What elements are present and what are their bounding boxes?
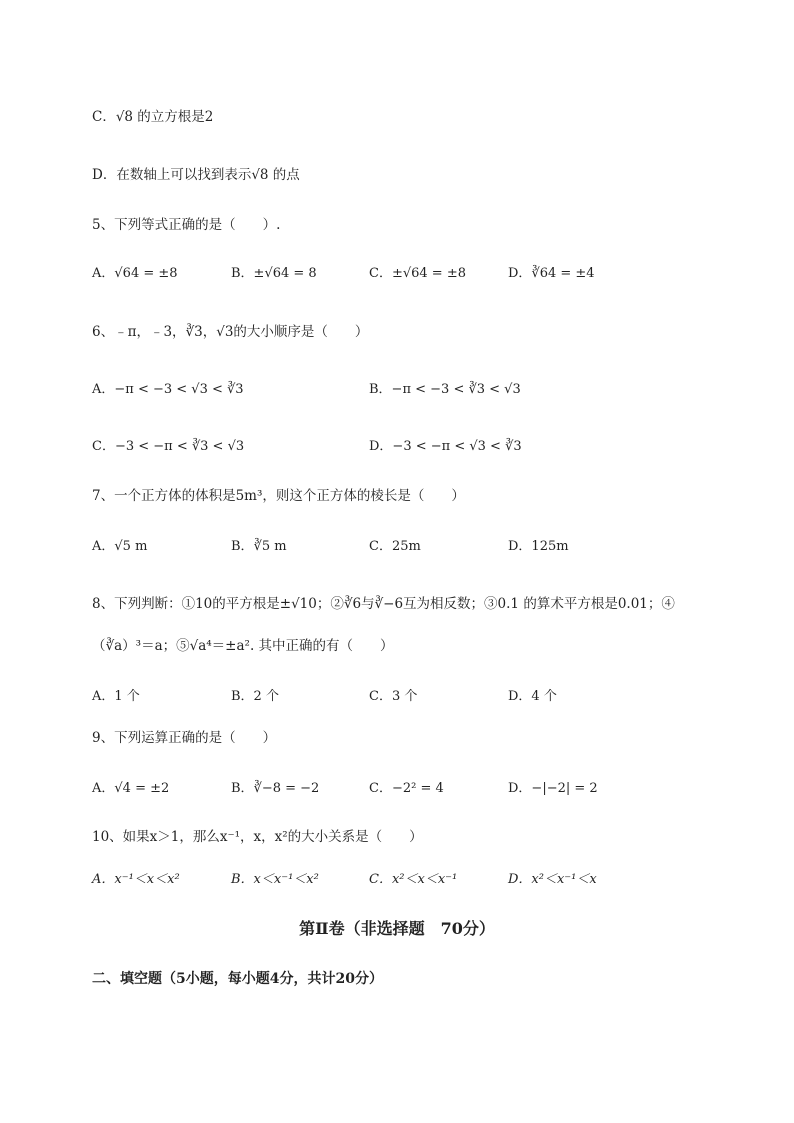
question-9: 9、下列运算正确的是（ ） bbox=[92, 730, 277, 746]
question-10: 10、如果x＞1，那么x⁻¹，x，x²的大小关系是（ ） bbox=[92, 829, 423, 845]
part-two-title: 第Ⅱ卷（非选择题 70分） bbox=[299, 919, 495, 938]
q10-option-b: B．x＜x⁻¹＜x² bbox=[231, 872, 319, 887]
q6-option-a: A．−π < −3 < √3 < ∛3 bbox=[92, 382, 244, 397]
q9-option-c: C．−2² = 4 bbox=[369, 781, 444, 796]
q6-option-d: D．−3 < −π < √3 < ∛3 bbox=[369, 439, 522, 454]
q8-option-c: C．3 个 bbox=[369, 689, 418, 704]
section-fill-in-blank-heading: 二、填空题（5小题，每小题4分，共计20分） bbox=[92, 971, 383, 987]
q10-option-a: A．x⁻¹＜x＜x² bbox=[92, 872, 180, 887]
q10-option-d: D．x²＜x⁻¹＜x bbox=[508, 872, 597, 887]
question-7: 7、一个正方体的体积是5m³，则这个正方体的棱长是（ ） bbox=[92, 488, 465, 504]
question-4-option-d: D．在数轴上可以找到表示√8 的点 bbox=[92, 167, 300, 183]
question-4-option-c: C．√8 的立方根是2 bbox=[92, 109, 214, 125]
q8-option-b: B．2 个 bbox=[231, 689, 279, 704]
q9-option-b: B．∛−8 = −2 bbox=[231, 781, 320, 796]
q5-option-d: D．∛64 = ±4 bbox=[508, 266, 595, 281]
q7-option-d: D．125m bbox=[508, 539, 569, 554]
q8-option-d: D．4 个 bbox=[508, 689, 557, 704]
q7-option-b: B．∛5 m bbox=[231, 539, 287, 554]
question-6: 6、﹣π，﹣3，∛3，√3的大小顺序是（ ） bbox=[92, 324, 369, 340]
q6-option-b: B．−π < −3 < ∛3 < √3 bbox=[369, 382, 521, 397]
q10-option-c: C．x²＜x＜x⁻¹ bbox=[369, 872, 458, 887]
q5-option-c: C．±√64 = ±8 bbox=[369, 266, 466, 281]
question-5: 5、下列等式正确的是（ ）. bbox=[92, 217, 281, 233]
q6-option-c: C．−3 < −π < ∛3 < √3 bbox=[92, 439, 245, 454]
q7-option-c: C．25m bbox=[369, 539, 421, 554]
question-8-line-1: 8、下列判断：①10的平方根是±√10；②∛6与∛−6互为相反数；③0.1 的算术平方根是0.01；④ bbox=[92, 596, 675, 612]
q9-option-d: D．−|−2| = 2 bbox=[508, 781, 598, 796]
q5-option-b: B．±√64 = 8 bbox=[231, 266, 317, 281]
q7-option-a: A．√5 m bbox=[92, 539, 148, 554]
q8-option-a: A．1 个 bbox=[92, 689, 140, 704]
q5-option-a: A．√64 = ±8 bbox=[92, 266, 178, 281]
q9-option-a: A．√4 = ±2 bbox=[92, 781, 170, 796]
question-8-line-2: （∛a）³＝a；⑤√a⁴＝±a². 其中正确的有（ ） bbox=[92, 638, 394, 654]
